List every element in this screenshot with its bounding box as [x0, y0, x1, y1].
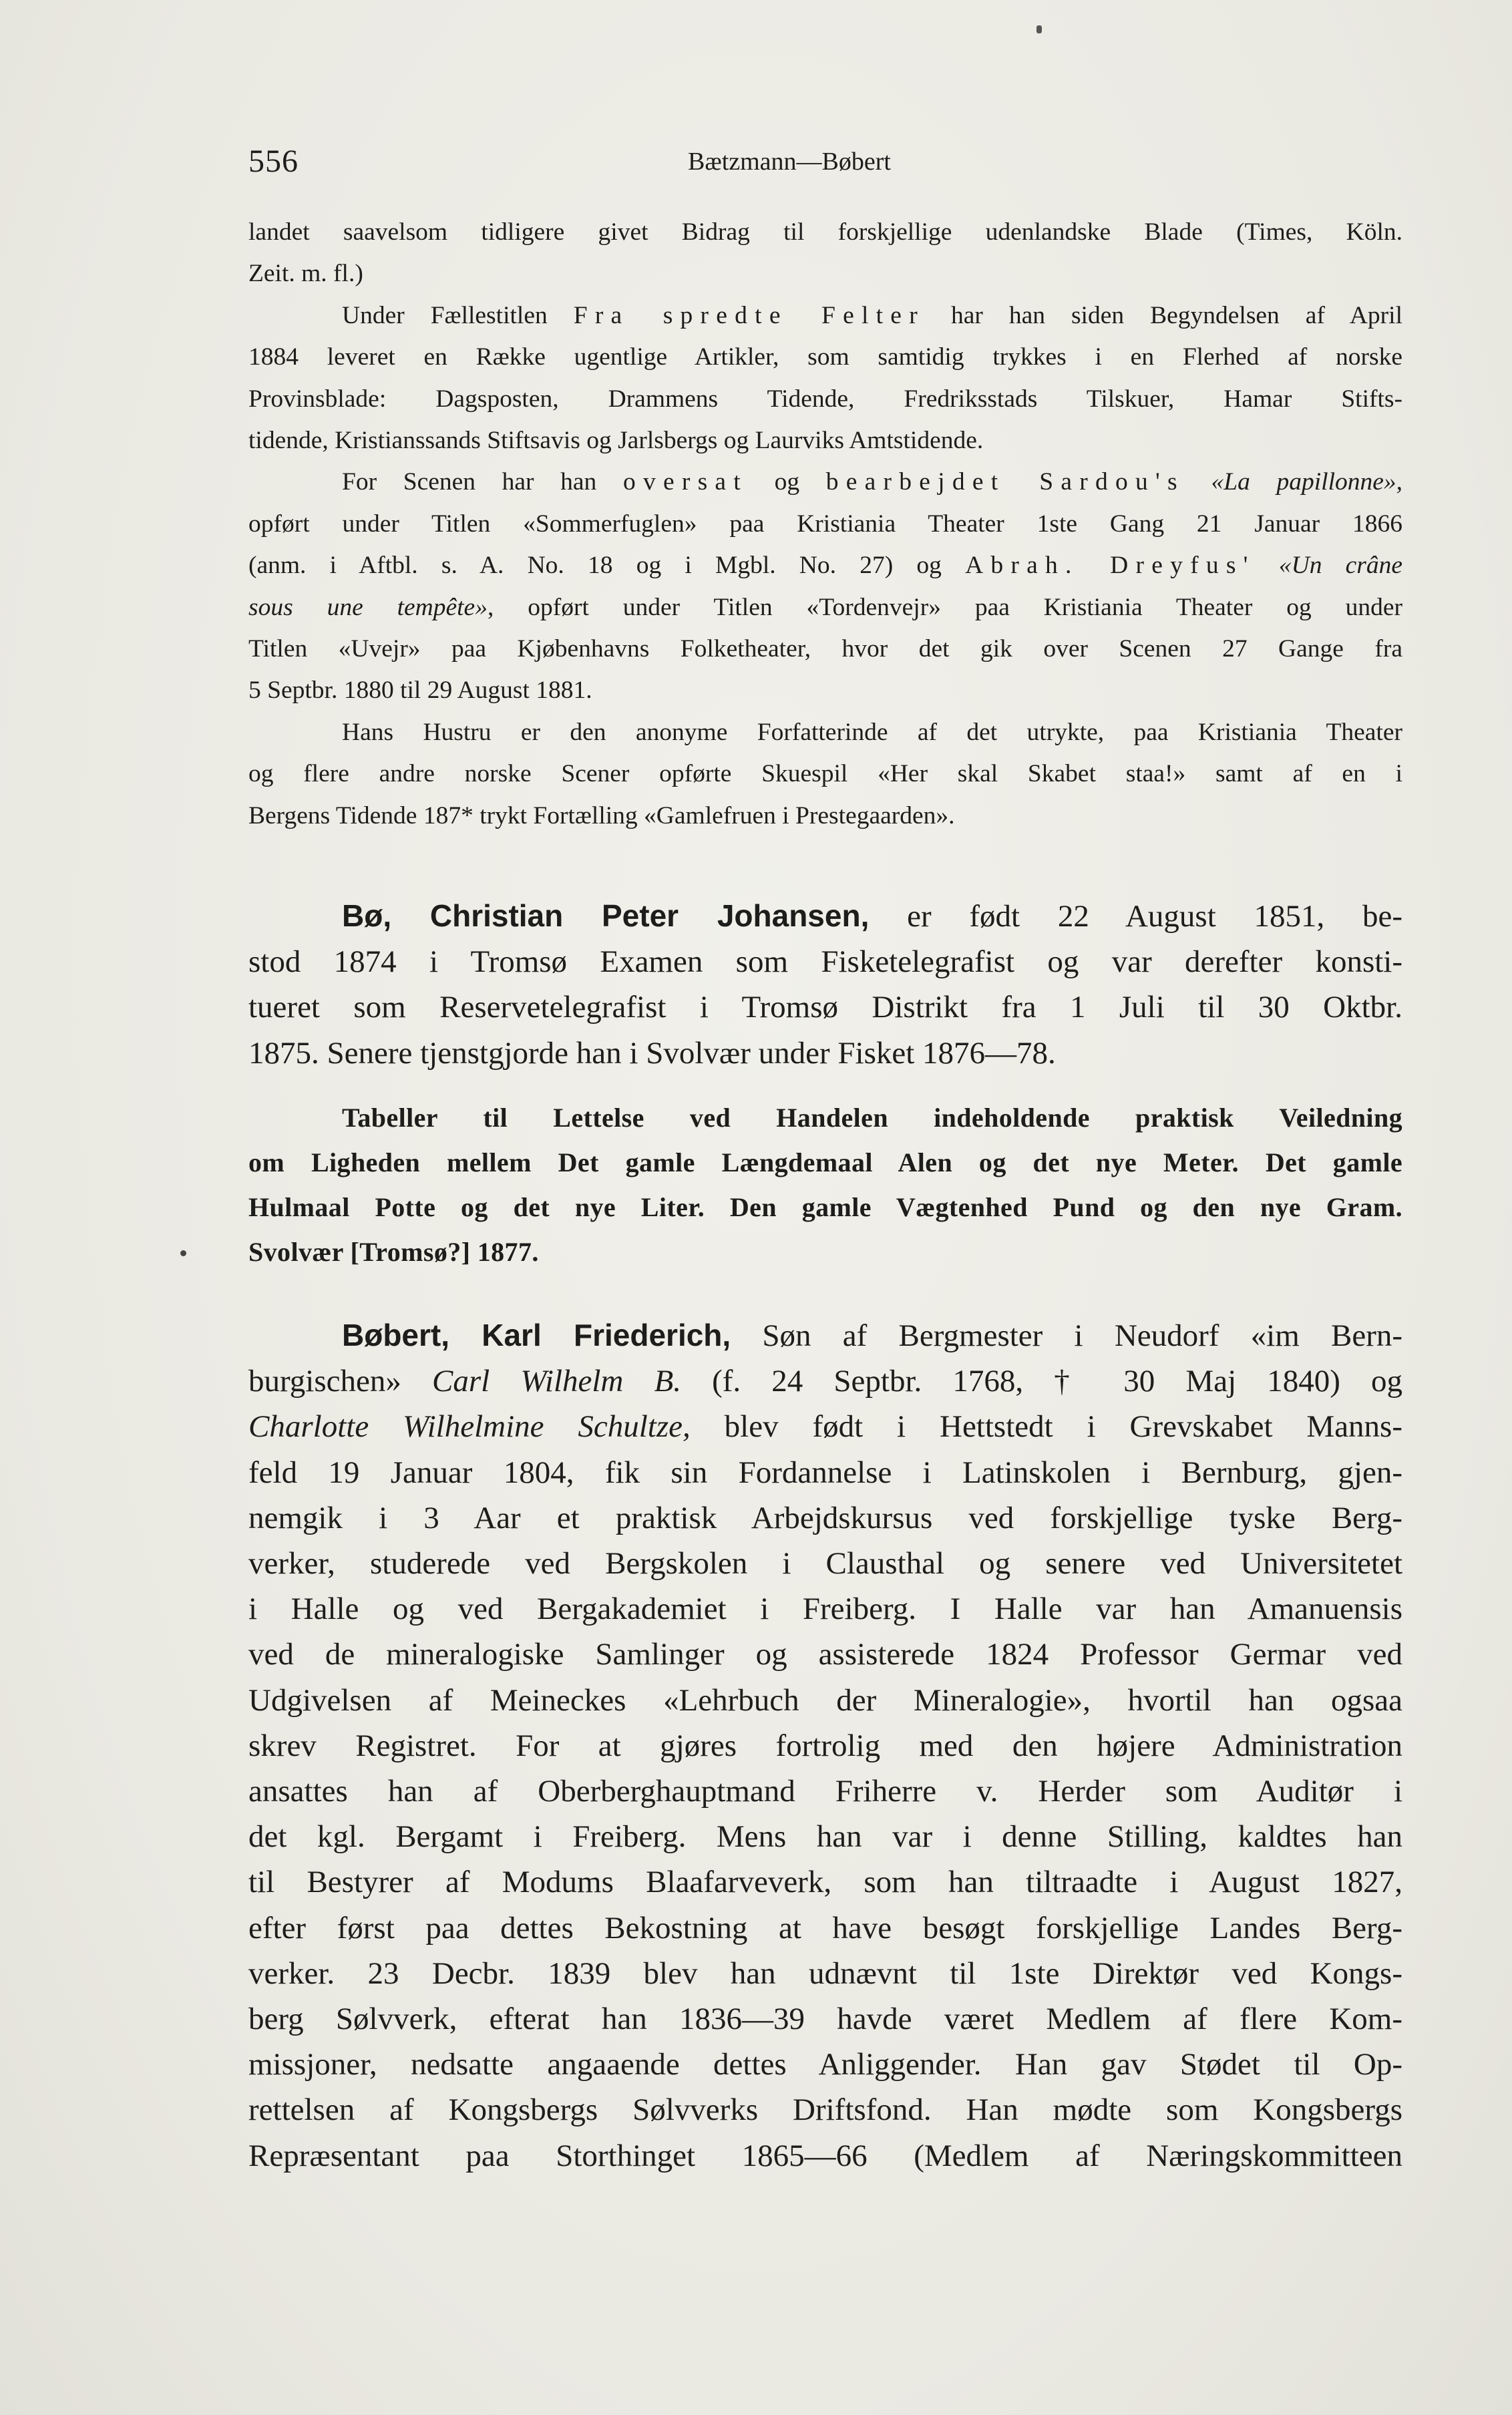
text-line: Repræsentant paa Storthinget 1865—66 (Medlem af Næringskommitteen	[248, 2138, 1402, 2173]
text-line: Under Fællestitlen Fra spredte Felter har han siden Begyndelsen af April	[342, 301, 1403, 329]
text-line: berg Sølvverk, efterat han 1836—39 havde været Medlem af flere Kom-	[248, 2002, 1402, 2037]
text-line: Hans Hustru er den anonyme Forfatterinde af det utrykte, paa Kristiania Theater	[342, 718, 1402, 746]
running-title: Bætzmann—Bøbert	[688, 148, 891, 176]
spaced-title: Fra spredte Felter	[573, 301, 925, 329]
play-title: «La papillonne»,	[1211, 468, 1403, 496]
entry-first-line: Bøbert, Karl Friederich, Søn af Bergmester i Neudorf «im Bern-	[342, 1318, 1403, 1353]
text-line: tidende, Kristianssands Stiftsavis og Jarlsbergs og Laurviks Amtstidende.	[248, 427, 984, 455]
text-line: ansattes han af Oberberghauptmand Friherre v. Herder som Auditør i	[248, 1774, 1402, 1809]
text-line: verker, studerede ved Bergskolen i Clausthal og senere ved Universitetet	[248, 1546, 1402, 1582]
running-head	[0, 143, 1512, 183]
person-name: Carl Wilhelm B.	[432, 1364, 681, 1399]
entry-bo-work	[248, 1095, 1402, 1274]
text-line: Provinsblade: Dagsposten, Drammens Tidende, Fredriksstads Tilskuer, Hamar Stifts-	[248, 385, 1402, 413]
person-name: Charlotte Wilhelmine Schultze,	[248, 1409, 691, 1445]
text-line: opført under Titlen «Sommerfuglen» paa Kristiania Theater 1ste Gang 21 Januar 1866	[248, 510, 1402, 538]
text-line: missjoner, nedsatte angaaende dettes Anliggender. Han gav Stødet til Op-	[248, 2047, 1402, 2082]
entry-bobert	[248, 1312, 1402, 2179]
text-line: og flere andre norske Scener opførte Skuespil «Her skal Skabet staa!» samt af en i	[248, 760, 1402, 788]
work-line: Hulmaal Potte og det nye Liter. Den gamle Vægtenhed Pund og den nye Gram.	[248, 1192, 1402, 1222]
text-line: landet saavelsom tidligere givet Bidrag til forskjellige udenlandske Blade (Times, Köln.	[248, 218, 1402, 246]
text-line: sous une tempête», opført under Titlen «Tordenvejr» paa Kristiania Theater og under	[248, 593, 1402, 621]
text-line: stod 1874 i Tromsø Examen som Fisketelegrafist og var derefter konsti-	[248, 944, 1402, 980]
text-line: Charlotte Wilhelmine Schultze, blev født i Hettstedt i Grevskabet Manns-	[248, 1409, 1403, 1445]
work-line: Svolvær [Tromsø?] 1877.	[248, 1237, 539, 1267]
text-line: 1884 leveret en Række ugentlige Artikler, som samtidig trykkes i en Flerhed af norske	[248, 343, 1402, 371]
text-line: verker. 23 Decbr. 1839 blev han udnævnt til 1ste Direktør ved Kongs-	[248, 1956, 1402, 1991]
text-line: Titlen «Uvejr» paa Kjøbenhavns Folketheater, hvor det gik over Scenen 27 Gange fra	[248, 635, 1402, 663]
text-line: Udgivelsen af Meineckes «Lehrbuch der Mineralogie», hvortil han ogsaa	[248, 1682, 1402, 1718]
page-number: 556	[248, 144, 299, 179]
text-line: ved de mineralogiske Samlinger og assisterede 1824 Professor Germar ved	[248, 1637, 1402, 1672]
text-line: (anm. i Aftbl. s. A. No. 18 og i Mgbl. No. 27) og Abrah. Dreyfus' «Un crâne	[248, 552, 1403, 580]
text-line: rettelsen af Kongsbergs Sølvverks Driftsfond. Han mødte som Kongsbergs	[248, 2092, 1402, 2128]
entry-bo	[248, 893, 1402, 1076]
entry-name: Bø, Christian Peter Johansen,	[342, 898, 870, 933]
text-line: burgischen» Carl Wilhelm B. (f. 24 Septbr. 1768, † 30 Maj 1840) og	[248, 1364, 1403, 1399]
continuation-section	[248, 212, 1402, 837]
ink-dot	[180, 1250, 186, 1256]
text-line: i Halle og ved Bergakademiet i Freiberg. I Halle var han Amanuensis	[248, 1592, 1402, 1627]
text-line: Bergens Tidende 187* trykt Fortælling «Gamlefruen i Prestegaarden».	[248, 801, 955, 829]
work-line: Tabeller til Lettelse ved Handelen indeholdende praktisk Veiledning	[342, 1103, 1402, 1133]
text-line: det kgl. Bergamt i Freiberg. Mens han var i denne Stilling, kaldtes han	[248, 1819, 1402, 1855]
text-line: For Scenen har han oversat og bearbejdet Sardou's «La papillonne»,	[342, 468, 1403, 496]
text-line: nemgik i 3 Aar et praktisk Arbejdskursus ved forskjellige tyske Berg-	[248, 1500, 1402, 1535]
text-line: 5 Septbr. 1880 til 29 August 1881.	[248, 677, 592, 705]
work-line: om Ligheden mellem Det gamle Længdemaal Alen og det nye Meter. Det gamle	[248, 1147, 1402, 1177]
text-line: til Bestyrer af Modums Blaafarveverk, som han tiltraadte i August 1827,	[248, 1865, 1402, 1900]
entry-first-line: Bø, Christian Peter Johansen, er født 22 August 1851, be-	[342, 898, 1402, 934]
play-title: sous une tempête»	[248, 593, 488, 621]
text-line: feld 19 Januar 1804, fik sin Fordannelse i Latinskolen i Bernburg, gjen-	[248, 1455, 1402, 1490]
print-speck	[1036, 25, 1042, 33]
text-line: efter først paa dettes Bekostning at have besøgt forskjellige Landes Berg-	[248, 1910, 1402, 1945]
text-line: tueret som Reservetelegrafist i Tromsø Distrikt fra 1 Juli til 30 Oktbr.	[248, 990, 1402, 1025]
text-line: skrev Registret. For at gjøres fortrolig med den højere Administration	[248, 1728, 1402, 1763]
entry-name: Bøbert, Karl Friederich,	[342, 1318, 731, 1352]
text-line: 1875. Senere tjenstgjorde han i Svolvær under Fisket 1876—78.	[248, 1035, 1056, 1071]
text-line: Zeit. m. fl.)	[248, 260, 363, 288]
play-title: «Un crâne	[1278, 552, 1403, 580]
